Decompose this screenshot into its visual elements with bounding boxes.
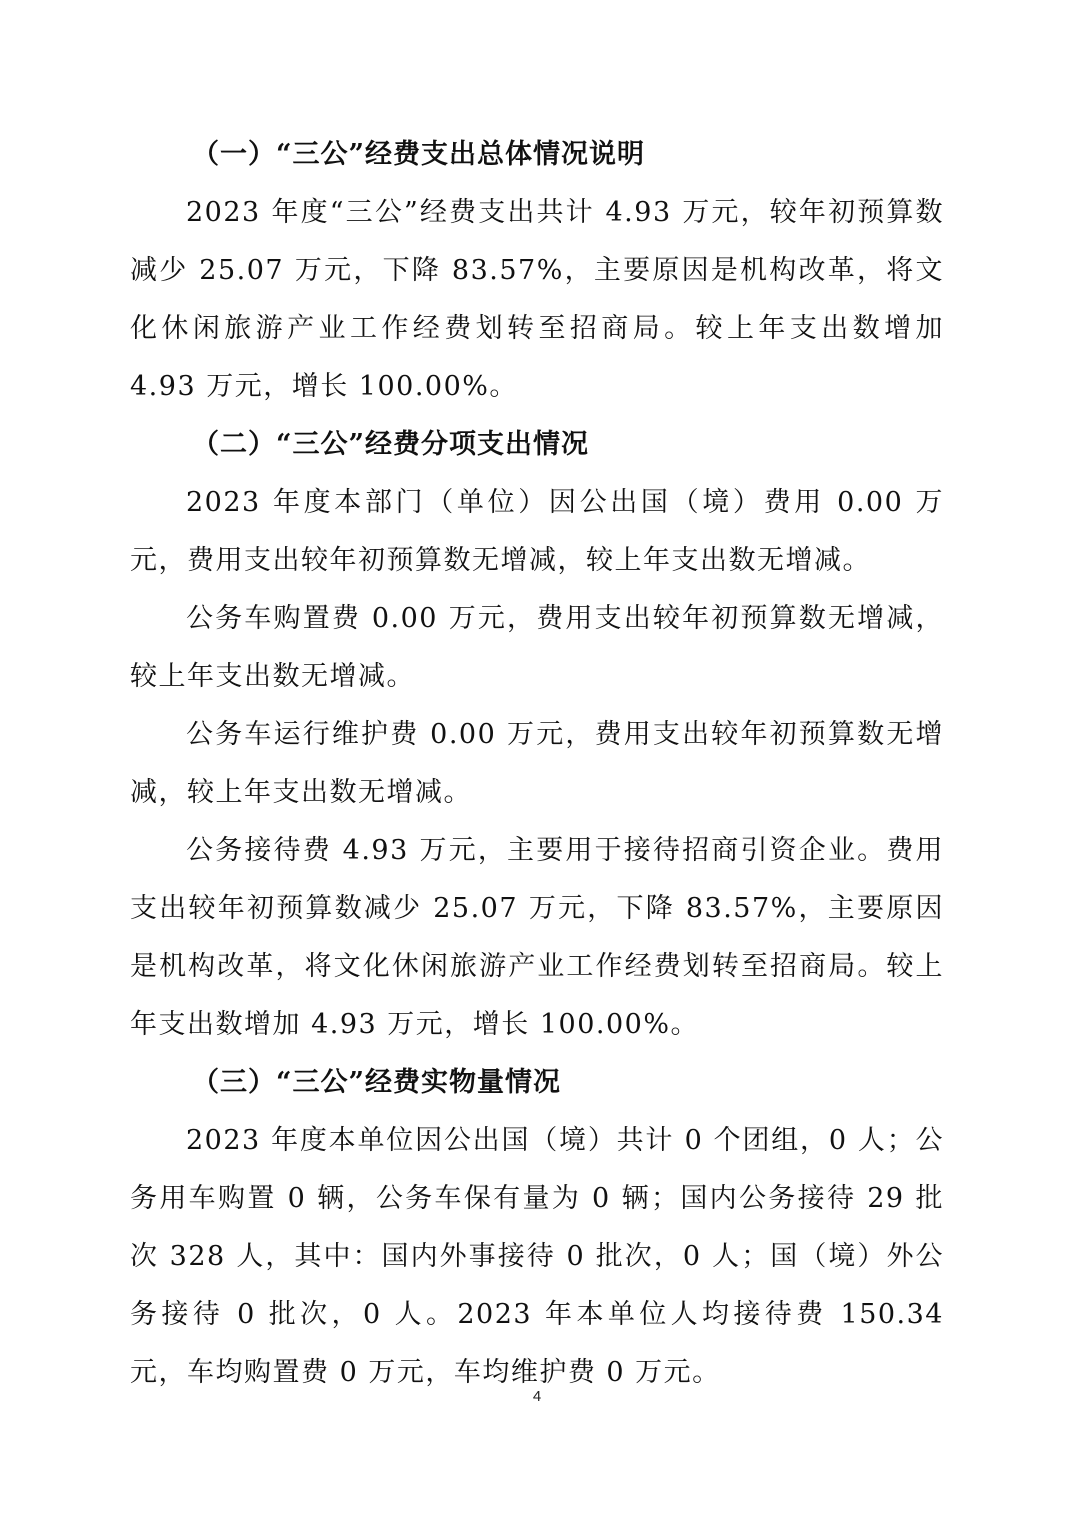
section-heading-itemized: （二）“三公”经费分项支出情况 [192, 429, 590, 460]
paragraph-abroad: 2023 年度本部门（单位）因公出国（境）费用 0.00 万元，费用支出较年初预算数无增减，较上年支出数无增减。 [130, 487, 944, 576]
page-body [130, 126, 944, 1402]
section-heading-overall: （一）“三公”经费支出总体情况说明 [192, 139, 646, 170]
section-heading-physical: （三）“三公”经费实物量情况 [192, 1067, 562, 1098]
paragraph-vehicle-maintenance: 公务车运行维护费 0.00 万元，费用支出较年初预算数无增减，较上年支出数无增减。 [130, 719, 944, 808]
paragraph-reception: 公务接待费 4.93 万元，主要用于接待招商引资企业。费用支出较年初预算数减少 25.07 万元，下降 83.57%，主要原因是机构改革，将文化休闲旅游产业工作经费划转至招商局。较上年支出数增加 4.93 万元，增长 100.00%。 [130, 835, 944, 1040]
page-number: 4 [532, 1388, 542, 1405]
paragraph-overall: 2023 年度“三公”经费支出共计 4.93 万元，较年初预算数减少 25.07 万元，下降 83.57%，主要原因是机构改革，将文化休闲旅游产业工作经费划转至招商局。较上年支出数增加 4.93 万元，增长 100.00%。 [130, 197, 944, 402]
paragraph-physical: 2023 年度本单位因公出国（境）共计 0 个团组，0 人；公务用车购置 0 辆，公务车保有量为 0 辆；国内公务接待 29 批次 328 人，其中：国内外事接待 0 批次，0 人；国（境）外公务接待 0 批次，0 人。2023 年本单位人均接待费 150.34 元，车均购置费 0 万元，车均维护费 0 万元。 [130, 1125, 944, 1388]
paragraph-vehicle-purchase: 公务车购置费 0.00 万元，费用支出较年初预算数无增减，较上年支出数无增减。 [130, 603, 944, 692]
